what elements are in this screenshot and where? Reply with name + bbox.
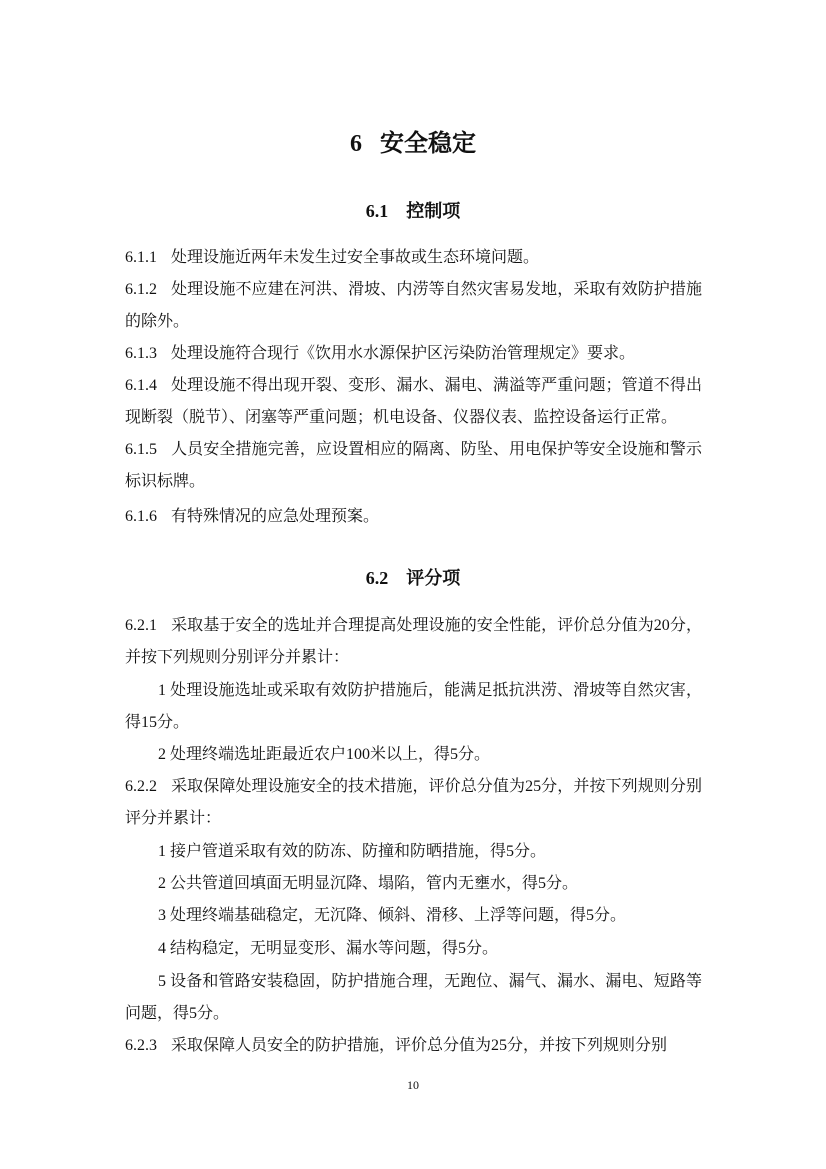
clause-6-1-2: 6.1.2 处理设施不应建在河洪、滑坡、内涝等自然灾害易发地，采取有效防护措施的除外。 [125,281,702,331]
clause-6-2-2-item-4: 4 结构稳定，无明显变形、漏水等问题，得5分。 [158,940,499,957]
page-number: 10 [407,1078,419,1092]
section-heading-6-1: 6.1 控制项 [365,201,461,221]
clause-6-1-4: 6.1.4 处理设施不得出现开裂、变形、漏水、漏电、满溢等严重问题；管道不得出现断裂（脱节）、闭塞等严重问题；机电设备、仪器仪表、监控设备运行正常。 [125,377,702,427]
clause-6-1-5: 6.1.5 人员安全措施完善，应设置相应的隔离、防坠、用电保护等安全设施和警示标识标牌。 [125,441,702,491]
clause-6-2-2-item-2: 2 公共管道回填面无明显沉降、塌陷，管内无壅水，得5分。 [158,875,579,892]
clause-6-2-2-item-3: 3 处理终端基础稳定，无沉降、倾斜、滑移、上浮等问题，得5分。 [158,907,627,924]
clause-6-1-1: 6.1.1 处理设施近两年未发生过安全事故或生态环境问题。 [125,249,540,266]
clause-6-1-6: 6.1.6 有特殊情况的应急处理预案。 [125,508,380,525]
section-heading-6-2: 6.2 评分项 [365,568,461,588]
clause-6-2-1: 6.2.1 采取基于安全的选址并合理提高处理设施的安全性能，评价总分值为20分，并按下列规则分别评分并累计： [125,617,702,667]
clause-6-1-3: 6.1.3 处理设施符合现行《饮用水水源保护区污染防治管理规定》要求。 [125,345,636,362]
clause-6-2-3: 6.2.3 采取保障人员安全的防护措施，评价总分值为25分，并按下列规则分别 [125,1037,668,1054]
clause-6-2-1-item-1: 1 处理设施选址或采取有效防护措施后，能满足抵抗洪涝、滑坡等自然灾害，得15分。 [125,682,702,732]
clause-6-2-2-item-5: 5 设备和管路安装稳固，防护措施合理，无跑位、漏气、漏水、漏电、短路等问题，得5分。 [125,973,702,1023]
clause-6-2-1-item-2: 2 处理终端选址距最近农户100米以上，得5分。 [158,746,491,763]
clause-6-2-2: 6.2.2 采取保障处理设施安全的技术措施，评价总分值为25分，并按下列规则分别评分并累计： [125,778,702,828]
chapter-title: 6 安全稳定 [350,131,476,157]
clause-6-2-2-item-1: 1 接户管道采取有效的防冻、防撞和防晒措施，得5分。 [158,843,547,860]
